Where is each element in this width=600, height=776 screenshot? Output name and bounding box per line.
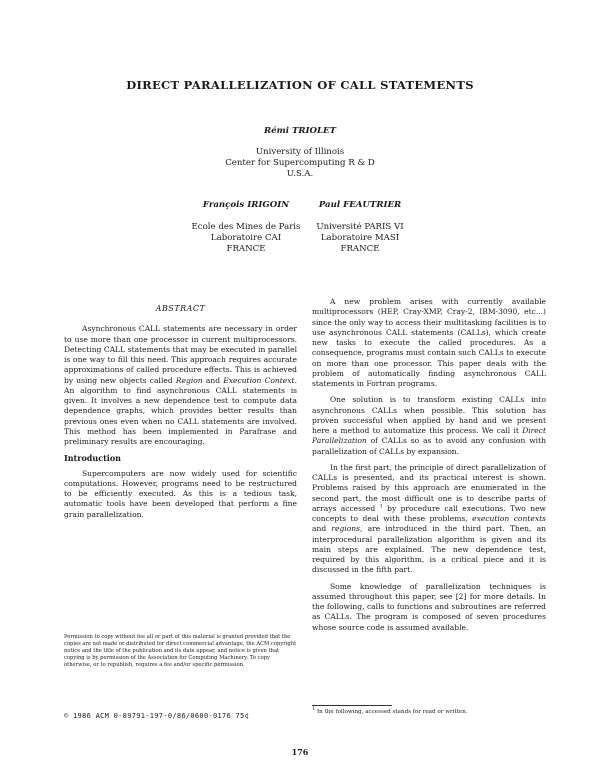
right-paragraph-2: One solution is to transform existing CALLs into asynchronous CALLs when possible. This solution has proven successful when applied by hand and we present here a method to automatize this process. We call it Direct Parallelization of CALLs so as to avoid any confusion with parallelization of CALLs by expansion. (312, 395, 546, 456)
author3-affiliation-line: Laboratoire MASI (320, 233, 400, 243)
author1-affiliation-line: Center for Supercomputing R & D (225, 158, 375, 168)
abstract-text: Asynchronous CALL statements are necessary in order to use more than one processor in current multiprocessors. Detecting CALL statements that may be executed in parallel is one way to fill this need. This approach requires accurate approximations of called procedure effects. This is achieved by using new objects called Region and Execution Context. An algorithm to find asynchronous CALL statements is given. It involves a new dependence test to compute data dependence graphs, which provides better results than previous ones even when no CALL statements are involved. This method has been implemented in Parafrase and preliminary results are encouraging. (64, 324, 297, 446)
footnote-rule (312, 705, 392, 706)
introduction-heading: Introduction (64, 453, 121, 464)
right-paragraph-1: A new problem arises with currently available multiprocessors (HEP, Cray-XMP, Cray-2, IBM-3090, etc...) since the only way to access their multitasking facilities is to use asynchronous CALL statements (CALLs), which create new tasks to execute the called procedures. As a consequence, programs must contain such CALLs to execute on more than one processor. This paper deals with the problem of automatically finding asynchronous CALL statements in Fortran programs. (312, 297, 546, 388)
author-name-2: François IRIGOIN (202, 200, 290, 210)
author-name-3: Paul FEAUTRIER (318, 200, 402, 210)
footnote: $^1$ In the following, accessed stands for read or written. (312, 706, 468, 715)
right-paragraph-4: Some knowledge of parallelization techniques is assumed throughout this paper, see [2] for more details. In the following, calls to functions and subroutines are referred as CALLs. The program is composed of seven procedures whose source code is assumed available. (312, 581, 546, 632)
right-paragraph-3: In the first part, the principle of direct parallelization of CALLs is presented, and its practical interest is shown. Problems raised by this approach are enumerated in the second part, the most difficult one is to describe parts of arrays accessed $^1$ by procedure call executions. Two new concepts to deal with these problems, execution contexts and regions, are introduced in the third part. Then, an interprocedural parallelization algorithm is given and its main steps are explained. The new dependence test, required by this algorithm, is a critical piece and it is discussed in the fifth part. (312, 462, 546, 575)
author2-affiliation-line: Laboratoire CAI (210, 233, 282, 243)
author1-affiliation-line: U.S.A. (286, 169, 314, 179)
copyright-line: © 1986 ACM 0-89791-197-0/86/0600-0176 75¢ (64, 712, 250, 720)
abstract-heading: ABSTRACT (155, 304, 206, 313)
author3-affiliation-line: FRANCE (340, 244, 380, 254)
left-column (64, 304, 297, 526)
author-block-1 (0, 126, 600, 180)
author3-affiliation-line: Université PARIS VI (316, 222, 404, 232)
author-block-3 (300, 200, 420, 255)
author-block-2 (186, 200, 306, 255)
introduction-text: Supercomputers are now widely used for scientific computations. However, programs need to be restructured to be efficiently executed. As this is a tedious task, automatic tools have been developed that perform a fine grain parallelization. (64, 468, 297, 519)
author1-affiliation-line: University of Illinois (255, 147, 345, 157)
page-number: 176 (291, 747, 309, 757)
author2-affiliation-line: Ecole des Mines de Paris (191, 222, 301, 232)
right-column (312, 297, 546, 639)
author2-affiliation-line: FRANCE (226, 244, 266, 254)
permission-notice: Permission to copy without fee all or part of this material is granted provided that the copies are not made or distributed for direct commercial advantage, the ACM copyright notice and the title of the publication and its date appear, and notice is given that copying is by permission of the Association for Computing Machinery. To copy otherwise, or to republish, requires a fee and/or specific permission. (64, 634, 297, 668)
paper-title: DIRECT PARALLELIZATION OF CALL STATEMENTS (126, 78, 474, 92)
author-name-1: Rémi TRIOLET (264, 126, 336, 136)
